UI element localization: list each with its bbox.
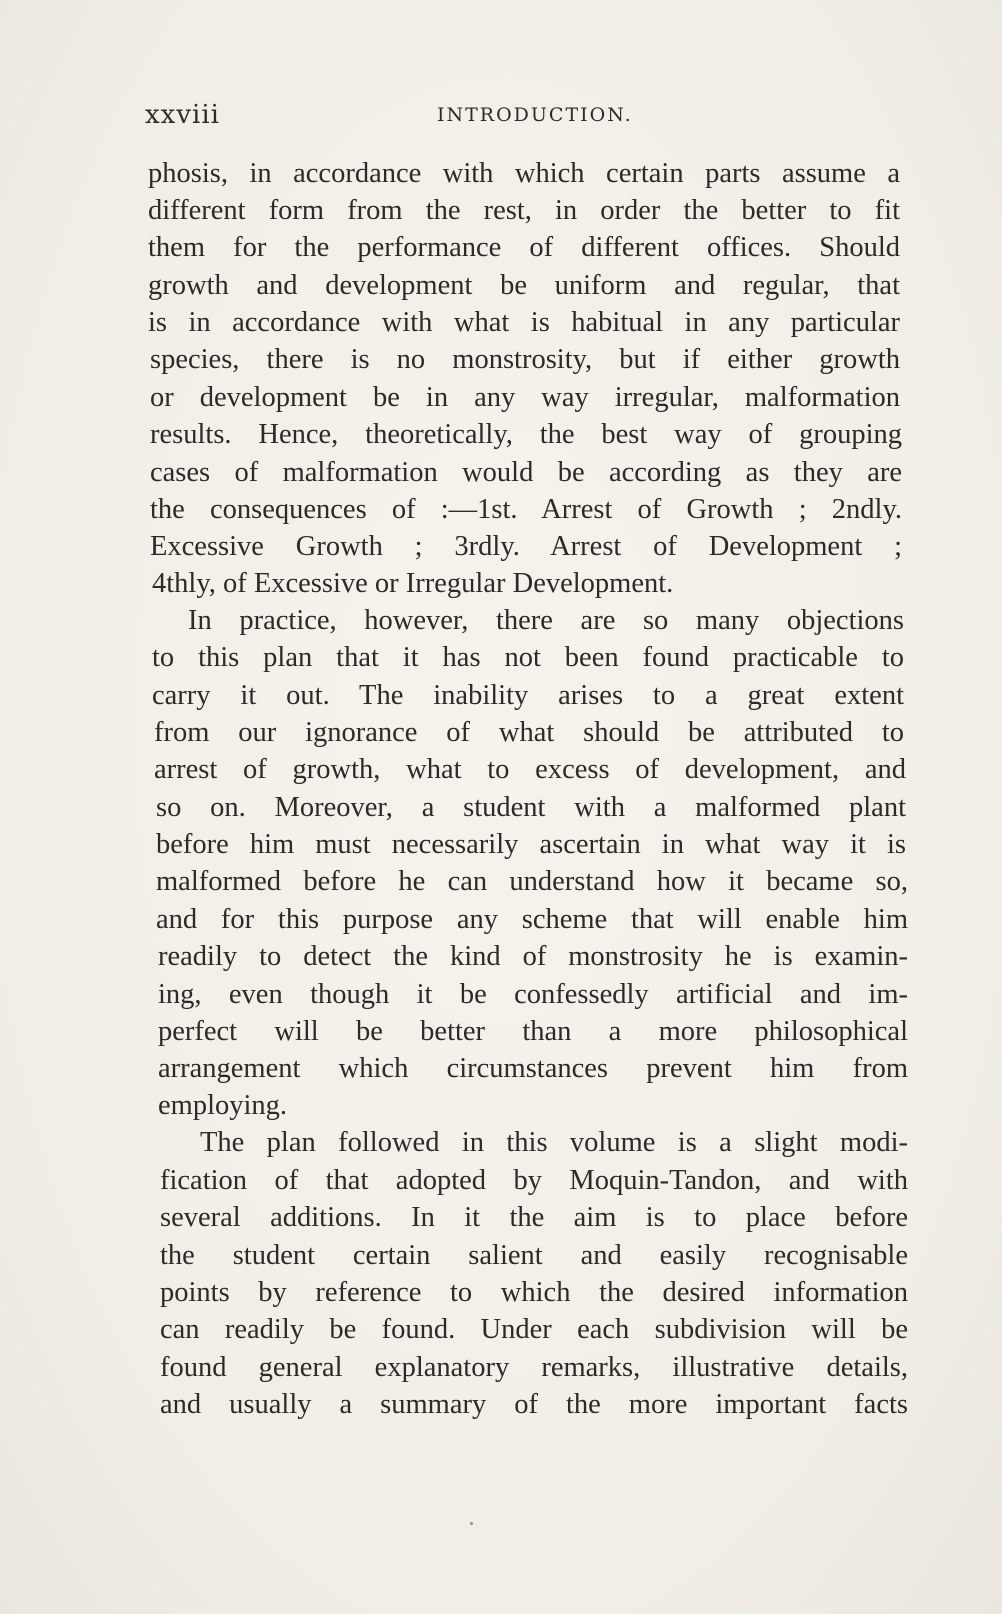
- text-line: species, there is no monstrosity, but if either growth: [150, 344, 900, 375]
- text-line: and for this purpose any scheme that will enable him: [156, 904, 908, 935]
- text-line: or development be in any way irregular, malformation: [150, 382, 900, 413]
- text-line: the student certain salient and easily recognisable: [160, 1240, 908, 1271]
- paper-speck: [470, 1522, 473, 1525]
- page-number: xxviii: [145, 100, 220, 130]
- text-line: employing.: [158, 1090, 288, 1121]
- text-line: ing, even though it be confessedly artificial and im-: [158, 979, 908, 1010]
- text-line: can readily be found. Under each subdivision will be: [160, 1314, 908, 1345]
- running-title: INTRODUCTION.: [437, 104, 633, 126]
- text-line: phosis, in accordance with which certain parts assume a: [148, 158, 900, 189]
- text-line: 4thly, of Excessive or Irregular Development.: [152, 568, 674, 599]
- text-line: from our ignorance of what should be attributed to: [154, 717, 904, 748]
- text-line: fication of that adopted by Moquin-Tandon, and with: [160, 1165, 908, 1196]
- text-line: malformed before he can understand how it became so,: [156, 866, 908, 897]
- text-line: points by reference to which the desired information: [160, 1277, 908, 1308]
- text-line: carry it out. The inability arises to a great extent: [152, 680, 904, 711]
- text-line: arrangement which circumstances prevent him from: [158, 1053, 908, 1084]
- text-line: readily to detect the kind of monstrosity he is examin-: [158, 941, 908, 972]
- text-line: different form from the rest, in order the better to fit: [148, 195, 900, 226]
- text-line: results. Hence, theoretically, the best way of grouping: [150, 419, 902, 450]
- text-line: growth and development be uniform and regular, that: [148, 270, 900, 301]
- text-line: cases of malformation would be according as they are: [150, 457, 902, 488]
- text-line: The plan followed in this volume is a slight modi-: [200, 1127, 908, 1158]
- text-line: In practice, however, there are so many objections: [188, 605, 904, 636]
- text-line: to this plan that it has not been found practicable to: [152, 642, 904, 673]
- text-line: found general explanatory remarks, illustrative details,: [160, 1352, 908, 1383]
- text-line: several additions. In it the aim is to place before: [160, 1202, 908, 1233]
- text-line: Excessive Growth ; 3rdly. Arrest of Development ;: [150, 531, 902, 562]
- text-line: before him must necessarily ascertain in what way it is: [156, 829, 906, 860]
- text-line: is in accordance with what is habitual in any particular: [148, 307, 900, 338]
- text-line: and usually a summary of the more important facts: [160, 1389, 908, 1420]
- text-line: perfect will be better than a more philosophical: [158, 1016, 908, 1047]
- text-line: so on. Moreover, a student with a malformed plant: [156, 792, 906, 823]
- text-line: them for the performance of different offices. Should: [148, 232, 900, 263]
- text-line: arrest of growth, what to excess of development, and: [154, 754, 906, 785]
- text-line: the consequences of :—1st. Arrest of Growth ; 2ndly.: [150, 494, 902, 525]
